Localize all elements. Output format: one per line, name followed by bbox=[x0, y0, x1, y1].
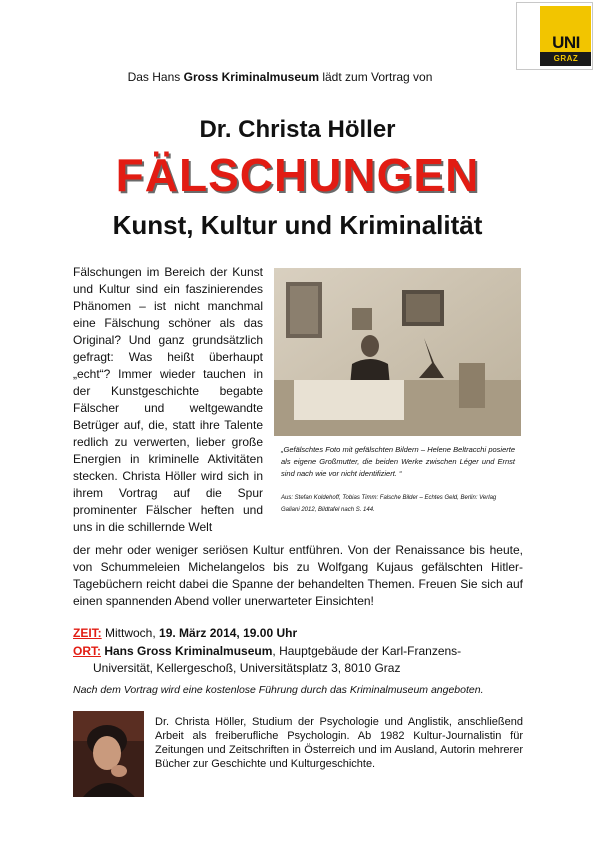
time-value: 19. März 2014, 19.00 Uhr bbox=[159, 626, 298, 640]
location-name: Hans Gross Kriminalmuseum bbox=[104, 644, 273, 658]
museum-name: Gross Kriminalmuseum bbox=[183, 70, 319, 84]
logo-text-uni: UNI bbox=[552, 33, 580, 52]
time-label: ZEIT: bbox=[73, 626, 102, 640]
event-location bbox=[73, 643, 533, 660]
speaker-portrait bbox=[73, 711, 144, 797]
location-address: Universität, Kellergeschoß, Universitätsplatz 3, 8010 Graz bbox=[93, 661, 401, 675]
logo-text-graz: GRAZ bbox=[553, 54, 579, 63]
speaker-bio: Dr. Christa Höller, Studium der Psychologie und Anglistik, anschließend Arbeit als freiberufliche Psychologin. Ab 1982 Kultur-Journalistin für Zeitungen und Zeitschriften in Österreich und im Ausland, Autorin mehrerer Bücher zur Geschichte und Kulturgeschichte. bbox=[155, 716, 523, 770]
tour-note: Nach dem Vortrag wird eine kostenlose Führung durch das Kriminalmuseum angeboten. bbox=[73, 684, 484, 696]
location-rest: , Hauptgebäude der Karl-Franzens- bbox=[272, 644, 462, 658]
page-subtitle: Kunst, Kultur und Kriminalität bbox=[112, 210, 483, 240]
invite-pre: Das Hans bbox=[127, 70, 184, 84]
photo-source: Aus: Stefan Koldehoff, Tobias Timm: Falsche Bilder – Echtes Geld, Berlin: Verlag Galiani 2012, Bildtafel nach S. 144. bbox=[281, 495, 497, 513]
body-full-text: der mehr oder weniger seriösen Kultur entführen. Von der Renaissance bis heute, von Schummeleien Michelangelos bis zu Wolfgang Kujaus gefälschten Hitler-Tagebüchern reicht dabei die Spanne der behandelten Themen. Freuen Sie sich auf einen spannenden Abend voller unerwarteter Einsichten! bbox=[73, 543, 523, 608]
location-label: ORT: bbox=[73, 644, 101, 658]
invite-post: lädt zum Vortrag von bbox=[319, 70, 433, 84]
sepia-photo bbox=[274, 268, 521, 436]
page-title: FÄLSCHUNGEN bbox=[115, 149, 480, 201]
speaker-name: Dr. Christa Höller bbox=[199, 116, 396, 143]
event-time bbox=[73, 625, 297, 642]
photo-caption: „Gefälschtes Foto mit gefälschten Bildern – Helene Beltracchi posierte als eigene Großmutter, die beiden Werke zwischen Léger und Ernst sind nach wie vor nicht identifiziert. “ bbox=[281, 445, 515, 478]
invitation-line bbox=[0, 70, 560, 84]
time-pre: Mittwoch, bbox=[101, 626, 160, 640]
body-column-text: Fälschungen im Bereich der Kunst und Kultur sind ein faszinierendes Phänomen – ist nicht manchmal eine Fälschung schöner als das Original? Und ganz grundsätzlich gefragt: Was heißt überhaupt „echt“? Immer wieder tauchen in der Kunstgeschichte begabte Fälscher und weltgewandte Betrüger auf, die, statt ihre Talente redlich zu verwerten, lieber große Energien in kriminelle Aktivitäten stecken. Christa Höller wird sich in ihrem Vortrag auf die Spur prominenter Fälscher heften und uns in die schillernde Welt bbox=[73, 265, 263, 534]
